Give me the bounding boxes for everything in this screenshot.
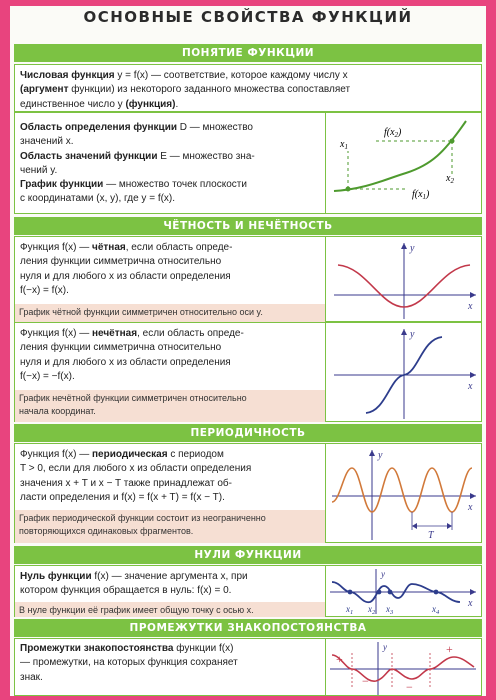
- periodic-text-2: T > 0, если для любого x из области определения: [20, 463, 252, 475]
- even-x-arrow: [470, 292, 476, 298]
- concept-term-2: (аргумент: [20, 84, 69, 96]
- sign-box: [14, 638, 482, 696]
- even-text-1b: , если область опреде-: [125, 242, 233, 253]
- zeros-figure: [325, 566, 483, 616]
- concept-text-1: y = f(x) — соответствие, которое каждому числу x: [114, 70, 348, 81]
- period-arrow-right: [447, 523, 452, 529]
- zero-point-4: [434, 590, 439, 595]
- periodic-y-label: y: [378, 450, 383, 461]
- odd-text-4: f(−x) = −f(x).: [20, 370, 75, 382]
- even-x-label: x: [468, 301, 473, 312]
- label-fx2: $f(x_2)$: [384, 127, 402, 139]
- section-header-concept: ПОНЯТИЕ ФУНКЦИИ: [14, 44, 482, 62]
- periodic-x-arrow: [470, 493, 476, 499]
- periodic-text-3: значения x + T и x − T также принадлежат об-: [20, 477, 232, 489]
- concept-term: Числовая функция: [20, 70, 115, 81]
- periodic-box: [14, 443, 482, 543]
- concept-text-2: функции) из некоторого заданного множества сопоставляет: [68, 84, 351, 96]
- poster: [10, 6, 486, 696]
- section-header-parity: ЧЁТНОСТЬ И НЕЧЁТНОСТЬ: [14, 217, 482, 235]
- range-text-b: чений y.: [20, 164, 58, 176]
- even-note: График чётной функции симметричен относительно оси y.: [15, 304, 325, 322]
- domain-term: Область определения функции: [20, 122, 177, 133]
- even-text-2: ления функции симметрична относительно: [20, 256, 222, 268]
- concept-text-3-end: .: [175, 98, 179, 110]
- odd-figure: [325, 323, 483, 421]
- concept-text-3: единственное число y: [20, 98, 126, 110]
- even-term: чётная: [92, 242, 126, 253]
- periodic-svg: [326, 444, 483, 542]
- odd-box: [14, 322, 482, 422]
- zero-label-1: $x_1$: [346, 604, 354, 616]
- even-y-label: y: [410, 243, 415, 254]
- zeros-text-1: f(x) — значение аргумента x, при: [91, 571, 248, 582]
- range-text-a: E — множество зна-: [157, 150, 255, 162]
- zero-label-4: $x_4$: [432, 604, 440, 616]
- periodic-note-1: График периодической функции состоит из неограниченно: [19, 513, 266, 523]
- domain-text-1a: D — множество: [176, 122, 253, 133]
- odd-text-3: нуля и для любого x из области определения: [20, 356, 231, 368]
- zeros-text-2: котором функция обращается в нуль: f(x) = 0.: [20, 585, 232, 597]
- graph-text-b: с координатами (x, y), где y = f(x).: [20, 193, 176, 205]
- even-text-3: нуля и для любого x из области определения: [20, 270, 231, 282]
- concept-box: [14, 64, 482, 112]
- zeros-definition: [20, 570, 325, 599]
- periodic-text-4: ласти определения и f(x) = f(x + T) = f(x − T).: [20, 491, 225, 503]
- even-text-1a: Функция f(x) —: [20, 242, 93, 253]
- odd-term: нечётная: [92, 328, 138, 339]
- periodic-y-arrow: [369, 450, 375, 456]
- periodic-text-1b: с периодом: [167, 449, 224, 460]
- zeros-y-label: y: [381, 569, 385, 579]
- zero-label-3: $x_3$: [386, 604, 394, 616]
- zero-point-2: [377, 590, 382, 595]
- periodic-definition: [20, 448, 325, 505]
- even-text-4: f(−x) = f(x).: [20, 284, 69, 296]
- range-term: Область значений функции: [20, 150, 158, 162]
- section-header-periodicity: ПЕРИОДИЧНОСТЬ: [14, 424, 482, 442]
- concept-term-3: (функция): [125, 98, 176, 110]
- graph-svg: [326, 113, 483, 213]
- periodic-term: периодическая: [92, 449, 168, 460]
- periodic-x-label: x: [468, 502, 473, 513]
- sign-figure: [325, 639, 483, 695]
- sign-text-1: функции f(x): [173, 643, 234, 654]
- zeros-x-arrow: [470, 589, 476, 595]
- periodic-text-1a: Функция f(x) —: [20, 449, 93, 460]
- sign-svg: [326, 639, 483, 695]
- label-x1: $x_1$: [340, 139, 348, 151]
- point-x2: [450, 139, 455, 144]
- periodic-curve: [332, 468, 472, 512]
- sign-minus-2: −: [406, 680, 413, 694]
- periodic-note-2: повторяющихся одинаковых фрагментов.: [19, 525, 194, 536]
- zero-point-1: [348, 590, 353, 595]
- even-figure: [325, 237, 483, 321]
- zeros-x-label: x: [468, 598, 473, 609]
- periodic-figure: [325, 444, 483, 542]
- sign-text-3: знак.: [20, 671, 43, 683]
- odd-x-arrow: [470, 372, 476, 378]
- domain-definitions: [20, 121, 320, 207]
- period-arrow-left: [412, 523, 417, 529]
- sign-plus-2: +: [446, 642, 453, 656]
- odd-definition: [20, 327, 320, 384]
- section-header-sign: ПРОМЕЖУТКИ ЗНАКОПОСТОЯНСТВА: [14, 619, 482, 637]
- even-svg: [326, 237, 483, 321]
- concept-definition: [20, 69, 478, 112]
- zeros-term: Нуль функции: [20, 571, 92, 582]
- domain-box: [14, 112, 482, 214]
- zeros-note: В нуле функции её график имеет общую точку с осью x.: [15, 602, 325, 617]
- label-x2: $x_2$: [446, 173, 454, 185]
- even-y-arrow: [401, 243, 407, 249]
- odd-note-2: начала координат.: [19, 405, 96, 416]
- section-header-zeros: НУЛИ ФУНКЦИИ: [14, 546, 482, 564]
- odd-svg: [326, 323, 483, 421]
- odd-text-2: ления функции симметрична относительно: [20, 342, 222, 354]
- sign-plus-1: +: [336, 652, 343, 666]
- period-label: T: [428, 530, 434, 541]
- page-title: ОСНОВНЫЕ СВОЙСТВА ФУНКЦИЙ: [83, 8, 413, 26]
- odd-text-1b: , если область опреде-: [137, 328, 244, 339]
- sign-y-label: y: [383, 642, 387, 652]
- zero-label-2: $x_2$: [368, 604, 376, 616]
- even-box: [14, 236, 482, 322]
- graph-figure: [325, 113, 483, 213]
- odd-y-label: y: [410, 329, 415, 340]
- sign-text-2: — промежутки, на которых функция сохраняет: [20, 657, 238, 669]
- odd-note: [15, 390, 325, 422]
- zeros-box: [14, 565, 482, 617]
- domain-text-1b: значений x.: [20, 136, 74, 148]
- label-fx1: $f(x_1)$: [412, 189, 430, 201]
- graph-text-a: — множество точек плоскости: [103, 179, 247, 191]
- sign-minus-1: −: [362, 674, 369, 688]
- odd-y-arrow: [401, 329, 407, 335]
- zeros-svg: [326, 566, 483, 616]
- odd-text-1a: Функция f(x) —: [20, 328, 93, 339]
- sign-curve: [332, 655, 474, 681]
- even-definition: [20, 241, 320, 298]
- sign-definition: [20, 642, 325, 685]
- graph-term: График функции: [20, 179, 104, 191]
- sign-term: Промежутки знакопостоянства: [20, 643, 174, 654]
- odd-note-1: График нечётной функции симметричен относительно: [19, 393, 247, 403]
- odd-x-label: x: [468, 381, 473, 392]
- zero-point-3: [388, 590, 393, 595]
- point-x1: [346, 187, 351, 192]
- periodic-note: [15, 510, 325, 543]
